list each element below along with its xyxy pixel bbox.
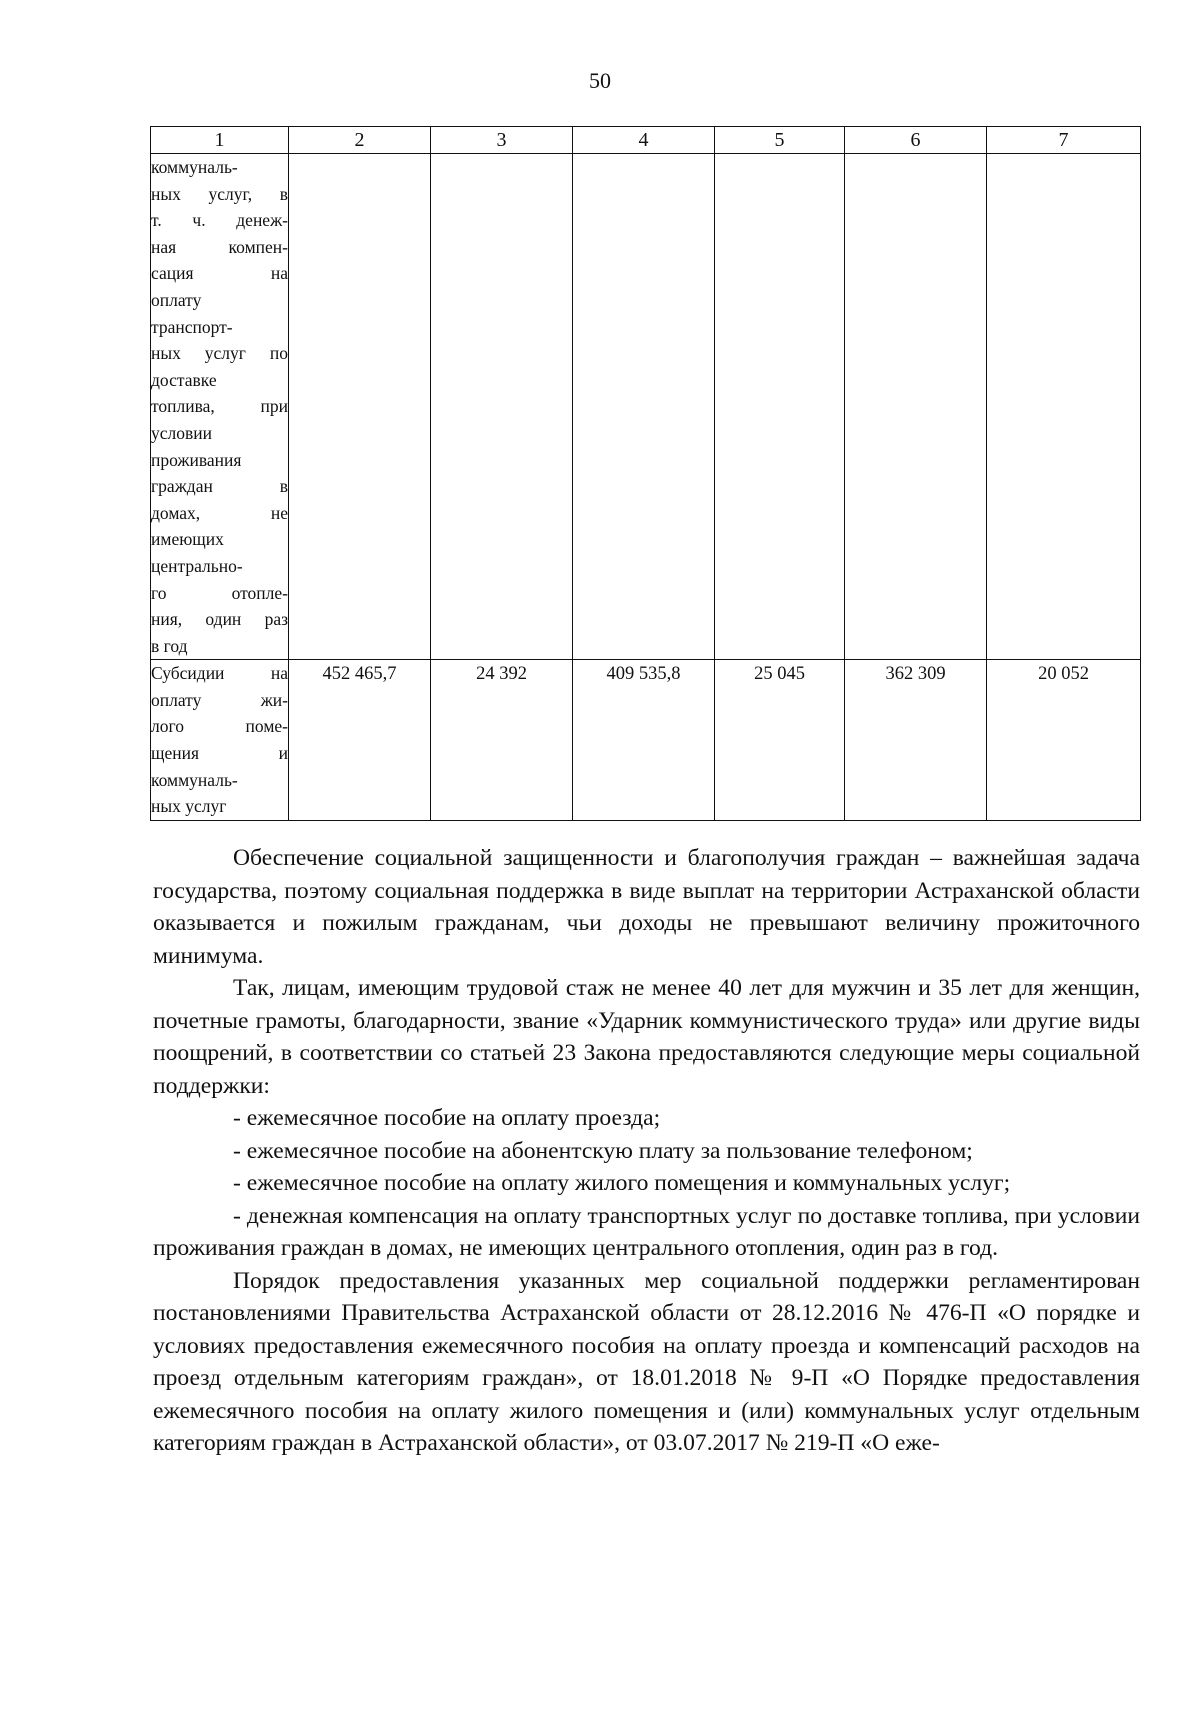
row-label-line: транспорт- bbox=[151, 316, 233, 337]
table-cell bbox=[431, 154, 573, 660]
column-number: 7 bbox=[987, 127, 1141, 154]
row-label-line: го отопле- bbox=[151, 582, 288, 603]
body-text bbox=[153, 842, 1140, 1460]
row-label-line: коммуналь- bbox=[151, 769, 238, 790]
column-number: 5 bbox=[715, 127, 845, 154]
row-label-line: топлива, при bbox=[151, 396, 288, 417]
row-label-line: ных услуг bbox=[151, 796, 227, 817]
table-cell: 24 392 bbox=[431, 660, 573, 821]
row-label-line: имеющих bbox=[151, 529, 224, 550]
table-cell: 362 309 bbox=[845, 660, 987, 821]
table-cell: 20 052 bbox=[987, 660, 1141, 821]
table-cell bbox=[845, 154, 987, 660]
row-label-line: условии bbox=[151, 422, 212, 443]
row-label-line: оплату жи- bbox=[151, 689, 288, 710]
row-label bbox=[151, 154, 289, 660]
table-cell bbox=[715, 154, 845, 660]
row-label-line: Субсидии на bbox=[151, 663, 288, 684]
row-label-line: щения и bbox=[151, 743, 288, 764]
row-label-line: доставке bbox=[151, 369, 217, 390]
row-label-line: граждан в bbox=[151, 476, 288, 497]
table-row bbox=[151, 154, 1141, 660]
table-cell bbox=[573, 154, 715, 660]
page-number: 50 bbox=[589, 68, 611, 93]
list-item: - ежемесячное пособие на абонентскую плату за пользование телефоном; bbox=[233, 1137, 973, 1164]
row-label-line: т. ч. денеж- bbox=[151, 210, 288, 231]
list-item: - денежная компенсация на оплату транспортных услуг по доставке топлива, при условии проживания граждан в домах, не имеющих центрального отопления, один раз в год. bbox=[153, 1202, 1140, 1261]
column-number: 2 bbox=[289, 127, 431, 154]
paragraph: Обеспечение социальной защищенности и благополучия граждан – важнейшая задача государства, поэтому социальная поддержка в виде выплат на территории Астраханской области оказывается и пожилым гражданам, чьи доходы не превышают величину прожиточного минимума. bbox=[153, 845, 1140, 969]
table-cell: 25 045 bbox=[715, 660, 845, 821]
row-label-line: сация на bbox=[151, 263, 288, 284]
row-label-line: домах, не bbox=[151, 502, 288, 523]
table-cell: 409 535,8 bbox=[573, 660, 715, 821]
table-row bbox=[151, 660, 1141, 821]
row-label-line: оплату bbox=[151, 289, 202, 310]
row-label-line: ная компен- bbox=[151, 236, 288, 257]
column-number: 4 bbox=[573, 127, 715, 154]
paragraph: Порядок предоставления указанных мер социальной поддержки регламентирован постановлениями Правительства Астраханской области от 28.12.2016 № 476-П «О порядке и условиях предоставления ежемесячного пособия на оплату проезда и компенсаций расходов на проезд отдельным категориям граждан», от 18.01.2018 № 9-П «О Порядке предоставления ежемесячного пособия на оплату жилого помещения и (или) коммунальных услуг отдельным категориям граждан в Астраханской области», от 03.07.2017 № 219-П «О еже- bbox=[153, 1267, 1140, 1456]
row-label-line: проживания bbox=[151, 449, 242, 470]
row-label-line: ных услуг, в bbox=[151, 183, 288, 204]
row-label-line: ния, один раз bbox=[151, 609, 288, 630]
paragraph: Так, лицам, имеющим трудовой стаж не менее 40 лет для мужчин и 35 лет для женщин, почетные грамоты, благодарности, звание «Ударник коммунистического труда» или другие виды поощрений, в соответствии со статьей 23 Закона предоставляются следующие меры социальной поддержки: bbox=[153, 975, 1140, 1099]
column-number: 3 bbox=[431, 127, 573, 154]
row-label bbox=[151, 660, 289, 821]
data-table bbox=[150, 126, 1141, 821]
row-label-line: ных услуг по bbox=[151, 343, 288, 364]
header-row bbox=[151, 127, 1141, 154]
table-cell bbox=[987, 154, 1141, 660]
table-cell: 452 465,7 bbox=[289, 660, 431, 821]
table-cell bbox=[289, 154, 431, 660]
list-item: - ежемесячное пособие на оплату проезда; bbox=[233, 1105, 661, 1131]
row-label-line: лого поме- bbox=[151, 716, 288, 737]
list-item: - ежемесячное пособие на оплату жилого помещения и коммунальных услуг; bbox=[233, 1170, 1011, 1196]
column-number: 6 bbox=[845, 127, 987, 154]
row-label-line: центрально- bbox=[151, 555, 243, 576]
row-label-line: коммуналь- bbox=[151, 157, 238, 177]
row-label-line: в год bbox=[151, 635, 188, 656]
column-number: 1 bbox=[151, 127, 289, 154]
